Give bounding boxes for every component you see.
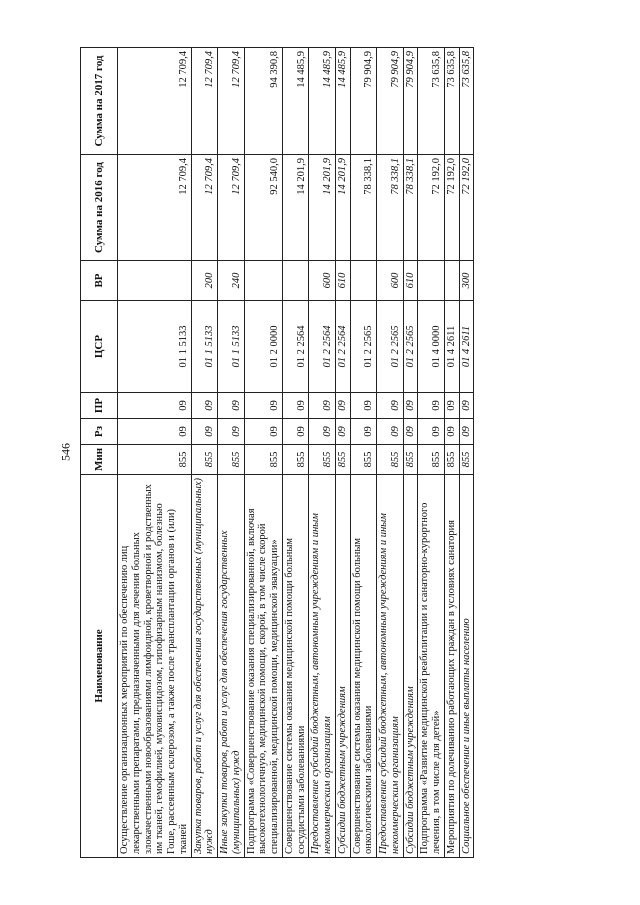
table-cell-min: 855 bbox=[444, 445, 459, 475]
table-cell-vr: 600 bbox=[309, 261, 336, 301]
page-number-area bbox=[56, 0, 76, 905]
table-cell-sum-2017: 79 904,9 bbox=[377, 48, 404, 155]
table-cell-name: Иные закупки товаров, работ и услуг для обеспечения государственных (муниципальных) нужд bbox=[218, 475, 245, 858]
table-cell-vr bbox=[444, 261, 459, 301]
table-cell-rz: 09 bbox=[418, 419, 445, 445]
table-cell-pr: 09 bbox=[282, 393, 309, 419]
table-cell-name: Закупка товаров, работ и услуг для обеспечения государственных (муниципальных) нужд bbox=[191, 475, 218, 858]
table-cell-sum-2017: 12 709,4 bbox=[191, 48, 218, 155]
table-cell-rz: 09 bbox=[218, 419, 245, 445]
table-cell-vr: 200 bbox=[191, 261, 218, 301]
table-cell-min: 855 bbox=[191, 445, 218, 475]
table-cell-sum-2017: 73 635,8 bbox=[459, 48, 474, 155]
table-cell-sum-2016: 14 201,9 bbox=[309, 155, 336, 261]
header-sum-2016: Сумма на 2016 год bbox=[81, 155, 118, 261]
table-cell-pr: 09 bbox=[444, 393, 459, 419]
table-cell-pr: 09 bbox=[377, 393, 404, 419]
table-cell-sum-2016: 12 709,4 bbox=[118, 155, 192, 261]
table-cell-pr: 09 bbox=[118, 393, 192, 419]
table-cell-rz: 09 bbox=[377, 419, 404, 445]
table-cell-vr bbox=[282, 261, 309, 301]
table-cell-min: 855 bbox=[309, 445, 336, 475]
table-cell-min: 855 bbox=[244, 445, 282, 475]
table-cell-name: Осуществление организационных мероприятий по обеспечению лиц лекарственными препаратами, предназначенными для лечения больных злокачественными новообразованиями лимфоидной, кроветворной и родственных им тканей, гемофилией, муковисцидозом, гипофизарным нанизмом, болезнью Гоше, рассеянным склерозом, а также после трансплантации органов и (или) тканей bbox=[118, 475, 192, 858]
table-cell-name: Предоставление субсидий бюджетным, автономным учреждениям и иным некоммерческим организациям bbox=[309, 475, 336, 858]
table-cell-min: 855 bbox=[282, 445, 309, 475]
table-cell-sum-2016: 12 709,4 bbox=[218, 155, 245, 261]
table-cell-name: Совершенствование системы оказания медицинской помощи больным онкологическими заболеваниями bbox=[350, 475, 377, 858]
table-cell-sum-2016: 78 338,1 bbox=[350, 155, 377, 261]
table-cell-sum-2017: 94 390,8 bbox=[244, 48, 282, 155]
header-csr: ЦСР bbox=[81, 301, 118, 393]
table-cell-rz: 09 bbox=[444, 419, 459, 445]
table-cell-pr: 09 bbox=[244, 393, 282, 419]
table-cell-sum-2017: 73 635,8 bbox=[418, 48, 445, 155]
table-cell-pr: 09 bbox=[309, 393, 336, 419]
table-cell-sum-2016: 12 709,4 bbox=[191, 155, 218, 261]
table-cell-vr: 240 bbox=[218, 261, 245, 301]
header-min: Мин bbox=[81, 445, 118, 475]
budget-table bbox=[80, 47, 474, 858]
table-cell-csr: 01 2 2564 bbox=[335, 301, 350, 393]
table-cell-sum-2017: 73 635,8 bbox=[444, 48, 459, 155]
table-cell-sum-2017: 79 904,9 bbox=[403, 48, 418, 155]
table-cell-vr: 610 bbox=[335, 261, 350, 301]
table-row bbox=[444, 48, 459, 858]
table-cell-csr: 01 4 0000 bbox=[418, 301, 445, 393]
table-cell-name: Предоставление субсидий бюджетным, автономным учреждениям и иным некоммерческим организациям bbox=[377, 475, 404, 858]
table-row bbox=[218, 48, 245, 858]
table-cell-csr: 01 2 0000 bbox=[244, 301, 282, 393]
table-cell-sum-2016: 78 338,1 bbox=[403, 155, 418, 261]
table-cell-vr bbox=[418, 261, 445, 301]
table-cell-csr: 01 1 5133 bbox=[118, 301, 192, 393]
table-cell-name: Социальное обеспечение и иные выплаты населению bbox=[459, 475, 474, 858]
table-cell-sum-2016: 78 338,1 bbox=[377, 155, 404, 261]
table-cell-min: 855 bbox=[403, 445, 418, 475]
table-cell-sum-2016: 92 540,0 bbox=[244, 155, 282, 261]
table-header-row bbox=[81, 48, 118, 858]
table-cell-vr bbox=[118, 261, 192, 301]
table-cell-vr: 600 bbox=[377, 261, 404, 301]
table-cell-rz: 09 bbox=[244, 419, 282, 445]
table-row bbox=[459, 48, 474, 858]
table-cell-rz: 09 bbox=[459, 419, 474, 445]
table-row bbox=[118, 48, 192, 858]
table-cell-pr: 09 bbox=[350, 393, 377, 419]
table-cell-name: Мероприятия по долечиванию работающих граждан в условиях санатория bbox=[444, 475, 459, 858]
table-body bbox=[118, 48, 474, 858]
table-row bbox=[335, 48, 350, 858]
table-cell-min: 855 bbox=[118, 445, 192, 475]
table-cell-rz: 09 bbox=[118, 419, 192, 445]
table-cell-csr: 01 4 2611 bbox=[444, 301, 459, 393]
table-cell-rz: 09 bbox=[191, 419, 218, 445]
table-cell-pr: 09 bbox=[191, 393, 218, 419]
header-vr: ВР bbox=[81, 261, 118, 301]
header-name: Наименование bbox=[81, 475, 118, 858]
table-cell-name: Субсидии бюджетным учреждениям bbox=[335, 475, 350, 858]
table-cell-sum-2017: 14 485,9 bbox=[335, 48, 350, 155]
table-cell-csr: 01 2 2565 bbox=[403, 301, 418, 393]
table-cell-name: Субсидии бюджетным учреждениям bbox=[403, 475, 418, 858]
table-cell-min: 855 bbox=[350, 445, 377, 475]
table-row bbox=[418, 48, 445, 858]
table-cell-pr: 09 bbox=[418, 393, 445, 419]
table-cell-sum-2017: 14 485,9 bbox=[282, 48, 309, 155]
table-cell-csr: 01 2 2564 bbox=[309, 301, 336, 393]
rotated-table-inner bbox=[80, 48, 570, 858]
table-cell-rz: 09 bbox=[350, 419, 377, 445]
table-cell-min: 855 bbox=[459, 445, 474, 475]
table-cell-min: 855 bbox=[218, 445, 245, 475]
table-row bbox=[350, 48, 377, 858]
header-rz: Рз bbox=[81, 419, 118, 445]
table-cell-sum-2016: 14 201,9 bbox=[335, 155, 350, 261]
table-row bbox=[244, 48, 282, 858]
table-row bbox=[403, 48, 418, 858]
table-row bbox=[191, 48, 218, 858]
table-row bbox=[282, 48, 309, 858]
table-cell-pr: 09 bbox=[403, 393, 418, 419]
table-cell-csr: 01 2 2565 bbox=[350, 301, 377, 393]
table-cell-sum-2016: 72 192,0 bbox=[418, 155, 445, 261]
table-cell-csr: 01 1 5133 bbox=[191, 301, 218, 393]
table-cell-csr: 01 4 2611 bbox=[459, 301, 474, 393]
table-cell-min: 855 bbox=[335, 445, 350, 475]
table-cell-vr: 610 bbox=[403, 261, 418, 301]
table-cell-csr: 01 2 2565 bbox=[377, 301, 404, 393]
table-cell-sum-2017: 79 904,9 bbox=[350, 48, 377, 155]
table-cell-vr bbox=[350, 261, 377, 301]
table-cell-min: 855 bbox=[418, 445, 445, 475]
table-cell-sum-2016: 72 192,0 bbox=[444, 155, 459, 261]
table-cell-sum-2017: 14 485,9 bbox=[309, 48, 336, 155]
table-cell-rz: 09 bbox=[335, 419, 350, 445]
table-row bbox=[377, 48, 404, 858]
table-cell-vr bbox=[244, 261, 282, 301]
table-cell-min: 855 bbox=[377, 445, 404, 475]
table-cell-sum-2016: 72 192,0 bbox=[459, 155, 474, 261]
table-cell-name: Совершенствование системы оказания медицинской помощи больным сосудистыми заболеваниями bbox=[282, 475, 309, 858]
header-sum-2017: Сумма на 2017 год bbox=[81, 48, 118, 155]
table-cell-csr: 01 2 2564 bbox=[282, 301, 309, 393]
table-cell-rz: 09 bbox=[309, 419, 336, 445]
table-cell-pr: 09 bbox=[459, 393, 474, 419]
table-cell-pr: 09 bbox=[335, 393, 350, 419]
table-cell-rz: 09 bbox=[403, 419, 418, 445]
page-number: 546 bbox=[58, 443, 73, 461]
table-cell-name: Подпрограмма «Развитие медицинской реабилитации и санаторно-курортного лечения, в том числе для детей» bbox=[418, 475, 445, 858]
table-row bbox=[309, 48, 336, 858]
table-cell-sum-2017: 12 709,4 bbox=[218, 48, 245, 155]
table-cell-sum-2017: 12 709,4 bbox=[118, 48, 192, 155]
table-cell-name: Подпрограмма «Совершенствование оказания специализированной, включая высокотехнологичную, медицинской помощи, скорой, в том числе скорой специализированной, медицинской помощи, медицинской эвакуации» bbox=[244, 475, 282, 858]
rotated-table-wrapper bbox=[80, 48, 570, 858]
table-cell-rz: 09 bbox=[282, 419, 309, 445]
table-cell-csr: 01 1 5133 bbox=[218, 301, 245, 393]
header-pr: ПР bbox=[81, 393, 118, 419]
table-cell-pr: 09 bbox=[218, 393, 245, 419]
table-cell-sum-2016: 14 201,9 bbox=[282, 155, 309, 261]
table-cell-vr: 300 bbox=[459, 261, 474, 301]
